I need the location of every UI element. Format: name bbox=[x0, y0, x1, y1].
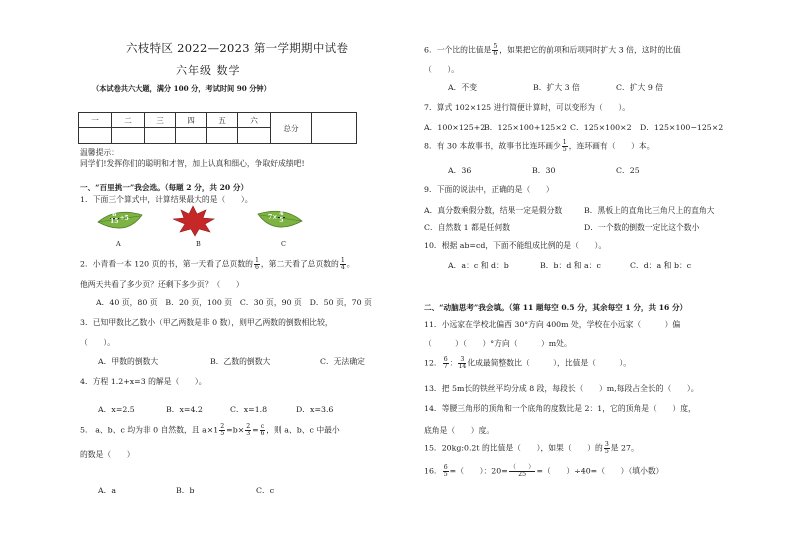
leaf-a-c: 5 bbox=[124, 215, 129, 223]
question-1: 1．下面三个算式中，计算结果最大的是（ ）。 bbox=[80, 195, 253, 204]
exam-note: （本试卷共六大题，满分 100 分，考试时间 90 分钟） bbox=[92, 84, 271, 93]
question-5-line2: 的数是（ ） bbox=[80, 450, 135, 459]
q5-frac1-num: 2 bbox=[220, 423, 225, 430]
score-header-3: 三 bbox=[145, 113, 176, 128]
leaf-option-c bbox=[256, 208, 304, 238]
q8-text-a: 8．有 30 本故事书，故事书比连环画少 bbox=[424, 141, 561, 151]
q9-option-a: A．真分数乘假分数，结果一定是假分数 bbox=[424, 206, 563, 215]
question-2-line2: 他两天共看了多少页？还剩下多少页？（ ） bbox=[80, 280, 244, 289]
q12-text-a: 12． bbox=[424, 358, 442, 368]
score-cell bbox=[176, 128, 207, 144]
q8-option-c: C．25 bbox=[616, 166, 640, 175]
question-6 bbox=[424, 44, 681, 57]
q4-option-b: B．x=4.2 bbox=[166, 405, 203, 414]
question-9: 9．下面的说法中，正确的是（ ） bbox=[424, 185, 554, 194]
q12-frac2-num: 3 bbox=[460, 356, 465, 363]
question-14: 14．等腰三角形的顶角和一个底角的度数比是 2：1，它的顶角是（ ）度， bbox=[424, 404, 696, 413]
question-13: 13．把 5m长的铁丝平均分成 8 段，每段长（ ）m,每段占全长的（ ）。 bbox=[424, 384, 699, 393]
q15-text-b: 是 27。 bbox=[610, 443, 639, 453]
leaf-c-den: 5 bbox=[279, 217, 284, 225]
question-16 bbox=[424, 465, 663, 478]
q8-option-b: B．30 bbox=[532, 166, 556, 175]
question-3: 3．已知甲数比乙数小（甲乙两数是非 0 数），则甲乙两数的倒数相比较， bbox=[80, 318, 333, 327]
leaf-a-op: ÷ bbox=[119, 215, 125, 223]
question-10: 10．根据 ab=cd，下面不能组成比例的是（ ）。 bbox=[424, 241, 607, 250]
leaf-label-c: C bbox=[281, 240, 286, 248]
q15-frac-num: 3 bbox=[604, 441, 609, 448]
score-header-4: 四 bbox=[176, 113, 207, 128]
q5-text-d: ，则 a、b、c 中最小 bbox=[266, 425, 340, 435]
q6-frac-num: 5 bbox=[493, 43, 498, 50]
q16-frac1-den: 5 bbox=[443, 471, 448, 479]
q2-frac1-den: 6 bbox=[254, 264, 259, 272]
score-cell bbox=[238, 128, 271, 144]
tips-title: 温馨提示： bbox=[80, 148, 119, 157]
section-2-heading: 二、“动脑思考”我会填。（第 11 题每空 0.5 分，其余每空 1 分，共 16 分） bbox=[424, 303, 688, 312]
q15-text-a: 15．20kg:0.2t 的比值是（ ），如果（ ）的 bbox=[424, 443, 603, 453]
q2-frac1-num: 1 bbox=[254, 257, 259, 264]
q8-frac-den: 5 bbox=[562, 146, 567, 154]
score-header-5: 五 bbox=[207, 113, 238, 128]
q2-frac2-num: 1 bbox=[340, 257, 345, 264]
q6-frac-den: 6 bbox=[493, 50, 498, 58]
question-2 bbox=[80, 258, 355, 271]
q6-option-a: A．不变 bbox=[448, 83, 478, 92]
leaf-c-op: × bbox=[272, 214, 278, 222]
score-total-cell bbox=[312, 113, 357, 144]
q5-text-c: = bbox=[252, 425, 259, 435]
q9-option-d: D．一个数的倒数一定比这个数小 bbox=[584, 223, 700, 232]
leaf-a-den: 15 bbox=[110, 218, 119, 226]
q3-option-c: C．无法确定 bbox=[320, 357, 365, 366]
q12-text-c: 化成最简整数比（ ），比值是（ ）。 bbox=[467, 358, 632, 368]
q3-option-b: B．乙数的倒数大 bbox=[210, 357, 271, 366]
exam-subtitle: 六年级 数学 bbox=[176, 64, 241, 77]
question-6-line2: （ ）。 bbox=[424, 65, 460, 74]
question-7: 7．算式 102×125 进行简便计算时，可以变形为（ ）。 bbox=[424, 103, 631, 112]
q16-text-c: =（ ）÷40=（ ）（填小数） bbox=[536, 466, 664, 476]
leaf-label-b: B bbox=[196, 240, 201, 248]
q5-option-b: B．b bbox=[176, 486, 195, 495]
q8-text-b: ，连环画有（ ）本。 bbox=[568, 141, 655, 151]
q16-frac2-den: 25 bbox=[518, 471, 527, 479]
leaf-option-b bbox=[170, 204, 216, 242]
score-cell bbox=[207, 128, 238, 144]
score-cell bbox=[145, 128, 176, 144]
q9-option-b: B．黑板上的直角比三角尺上的直角大 bbox=[584, 206, 715, 215]
q3-option-a: A．甲数的倒数大 bbox=[98, 357, 159, 366]
q12-frac1-num: 6 bbox=[443, 356, 448, 363]
question-5 bbox=[80, 424, 340, 437]
q8-frac-num: 1 bbox=[562, 139, 567, 146]
leaf-label-a: A bbox=[116, 240, 121, 248]
score-cell bbox=[79, 128, 112, 144]
q5-text-a: 5． a、b、c 均为非 0 自然数，且 a×1 bbox=[80, 425, 219, 435]
section-1-heading: 一、“百里挑一”我会选。（每题 2 分，共 20 分） bbox=[80, 183, 249, 192]
tips-text: 同学们!发挥你们的聪明和才智，加上认真和细心，争取好成绩吧! bbox=[80, 159, 305, 168]
question-4: 4．方程 1.2+x=3 的解是（ ）。 bbox=[80, 377, 207, 386]
q9-option-c: C．自然数 1 都是任何数 bbox=[424, 223, 511, 232]
leaf-c-a: 7 bbox=[268, 214, 273, 222]
question-14-line2: 底角是（ ）度。 bbox=[424, 426, 495, 435]
q16-text-b: =（ ）：20= bbox=[449, 466, 508, 476]
q6-option-b: B．扩大 3 倍 bbox=[533, 83, 580, 92]
question-2-options: A．40 页，80 页 B．20 页，100 页 C．30 页，90 页 D．50 页，70 页 bbox=[96, 298, 372, 307]
q5-option-c: C．c bbox=[256, 486, 275, 495]
question-12 bbox=[424, 357, 631, 370]
score-header-2: 二 bbox=[112, 113, 145, 128]
leaf-option-a bbox=[96, 209, 144, 239]
exam-title: 六枝特区 2022—2023 第一学期期中试卷 bbox=[126, 41, 349, 55]
question-11: 11．小远家在学校北偏西 30°方向 400m 处，学校在小远家（ ）偏 bbox=[424, 320, 681, 329]
q12-frac1-den: 7 bbox=[443, 363, 448, 371]
q15-frac-den: 5 bbox=[604, 448, 609, 456]
q7-option-a: A．100×125+2 bbox=[424, 123, 486, 132]
score-table bbox=[78, 112, 357, 144]
q8-option-a: A．36 bbox=[448, 166, 472, 175]
q10-option-c: C．d：a 和 b：c bbox=[630, 261, 692, 270]
q5-option-a: A．a bbox=[98, 486, 117, 495]
q16-frac1-num: 6 bbox=[443, 464, 448, 471]
q5-frac3-den: 6 bbox=[260, 430, 265, 438]
q2-text-c: 。 bbox=[346, 259, 355, 269]
q5-frac2-num: 2 bbox=[246, 423, 251, 430]
question-15 bbox=[424, 442, 639, 455]
q12-text-b: ： bbox=[449, 358, 458, 368]
q5-frac2-den: 3 bbox=[246, 430, 251, 438]
q2-text-a: 2．小青看一本 120 页的书，第一天看了总页数的 bbox=[80, 259, 253, 269]
leaf-a-num: 8 bbox=[110, 212, 119, 219]
q16-text-a: 16． bbox=[424, 466, 442, 476]
question-11-line2: （ ）（ ）°方向（ ）m处。 bbox=[424, 339, 572, 348]
q2-frac2-den: 4 bbox=[340, 264, 345, 272]
leaf-a-expression bbox=[109, 212, 129, 225]
q6-option-c: C．扩大 9 倍 bbox=[616, 83, 664, 92]
question-3-line2: （ ）。 bbox=[80, 338, 116, 347]
q2-text-b: ，第二天看了总页数的 bbox=[260, 259, 339, 269]
q7-option-d: D．125×100−125×2 bbox=[640, 123, 724, 132]
leaf-c-num: 4 bbox=[279, 210, 284, 217]
score-header-1: 一 bbox=[79, 113, 112, 128]
question-8 bbox=[424, 140, 655, 153]
q10-option-b: B．b：d 和 a：c bbox=[540, 261, 601, 270]
q7-option-b: B．125×100+125×2 bbox=[484, 123, 567, 132]
q4-option-d: D．x=3.6 bbox=[296, 405, 334, 414]
score-header-6: 六 bbox=[238, 113, 271, 128]
score-cell bbox=[112, 128, 145, 144]
q16-frac2-num: （ ） bbox=[509, 464, 535, 471]
red-maple-leaf-icon bbox=[170, 204, 216, 238]
q4-option-c: C．x=1.8 bbox=[230, 405, 268, 414]
q12-frac2-den: 14 bbox=[458, 363, 467, 371]
leaf-c-expression bbox=[268, 211, 286, 224]
q6-text-a: 6．一个比的比值是 bbox=[424, 45, 492, 55]
q5-frac1-den: 5 bbox=[220, 430, 225, 438]
q7-option-c: C．125×100×2 bbox=[570, 123, 632, 132]
q10-option-a: A．a：c 和 d：b bbox=[448, 261, 509, 270]
q5-text-b: =b× bbox=[226, 425, 245, 435]
score-header-total: 总分 bbox=[271, 113, 312, 144]
q5-frac3-num: c bbox=[260, 423, 265, 430]
q6-text-b: ，如果把它的前项和后项同时扩大 3 倍，这时的比值 bbox=[499, 45, 681, 55]
q4-option-a: A．x=2.5 bbox=[98, 405, 135, 414]
